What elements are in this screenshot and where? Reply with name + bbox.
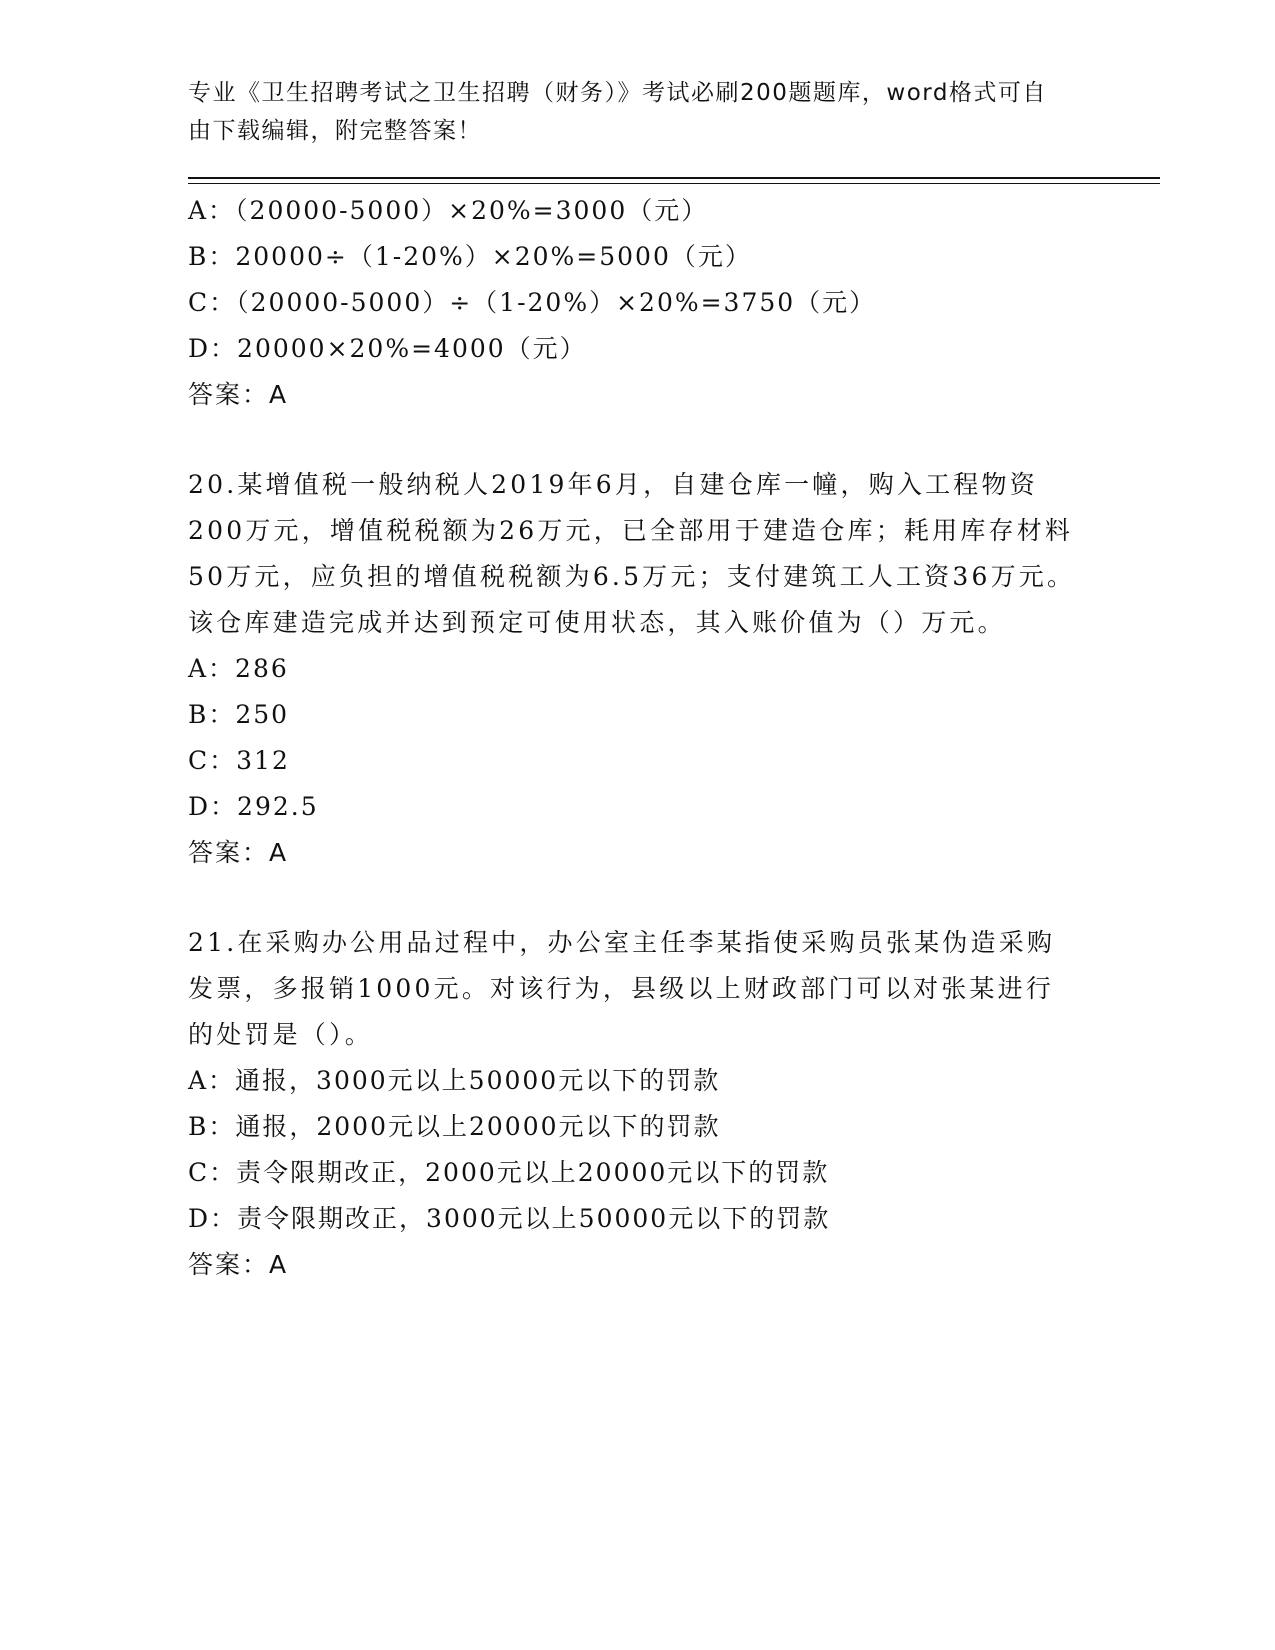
option-b: B：20000÷（1-20%）×20%=5000（元） xyxy=(188,242,752,271)
header-divider-thin xyxy=(188,183,1160,184)
option-a: A：286 xyxy=(188,654,289,683)
option-c: C：312 xyxy=(188,746,290,775)
spacer xyxy=(188,418,1088,462)
option-a: A：通报，3000元以上50000元以下的罚款 xyxy=(188,1066,721,1095)
spacer xyxy=(188,876,1088,920)
option-c: C：责令限期改正，2000元以上20000元以下的罚款 xyxy=(188,1158,830,1187)
question-20 xyxy=(188,462,1088,876)
document-header: 专业《卫生招聘考试之卫生招聘（财务）》考试必刷200题题库，word格式可自由下载编辑，附完整答案！ xyxy=(188,80,1047,144)
question-list xyxy=(188,188,1088,1288)
option-b: B：250 xyxy=(188,700,290,729)
header-divider-thick xyxy=(188,177,1160,179)
question-19 xyxy=(188,188,1088,418)
answer-line: 答案：A xyxy=(188,380,289,409)
answer-line: 答案：A xyxy=(188,838,289,867)
option-c: C：（20000-5000）÷（1-20%）×20%=3750（元） xyxy=(188,288,877,317)
option-d: D：责令限期改正，3000元以上50000元以下的罚款 xyxy=(188,1204,831,1233)
option-a: A：（20000-5000）×20%=3000（元） xyxy=(188,196,709,225)
option-b: B：通报，2000元以上20000元以下的罚款 xyxy=(188,1112,721,1141)
question-21 xyxy=(188,920,1088,1288)
answer-line: 答案：A xyxy=(188,1250,289,1279)
question-stem: 21.在采购办公用品过程中，办公室主任李某指使采购员张某伪造采购发票，多报销1000元。对该行为，县级以上财政部门可以对张某进行的处罚是（）。 xyxy=(188,928,1056,1049)
option-d: D：292.5 xyxy=(188,792,319,821)
option-d: D：20000×20%=4000（元） xyxy=(188,334,587,363)
question-stem: 20.某增值税一般纳税人2019年6月，自建仓库一幢，购入工程物资200万元，增值税税额为26万元，已全部用于建造仓库；耗用库存材料50万元，应负担的增值税税额为6.5万元；支付建筑工人工资36万元。该仓库建造完成并达到预定可使用状态，其入账价值为（）万元。 xyxy=(188,470,1076,637)
